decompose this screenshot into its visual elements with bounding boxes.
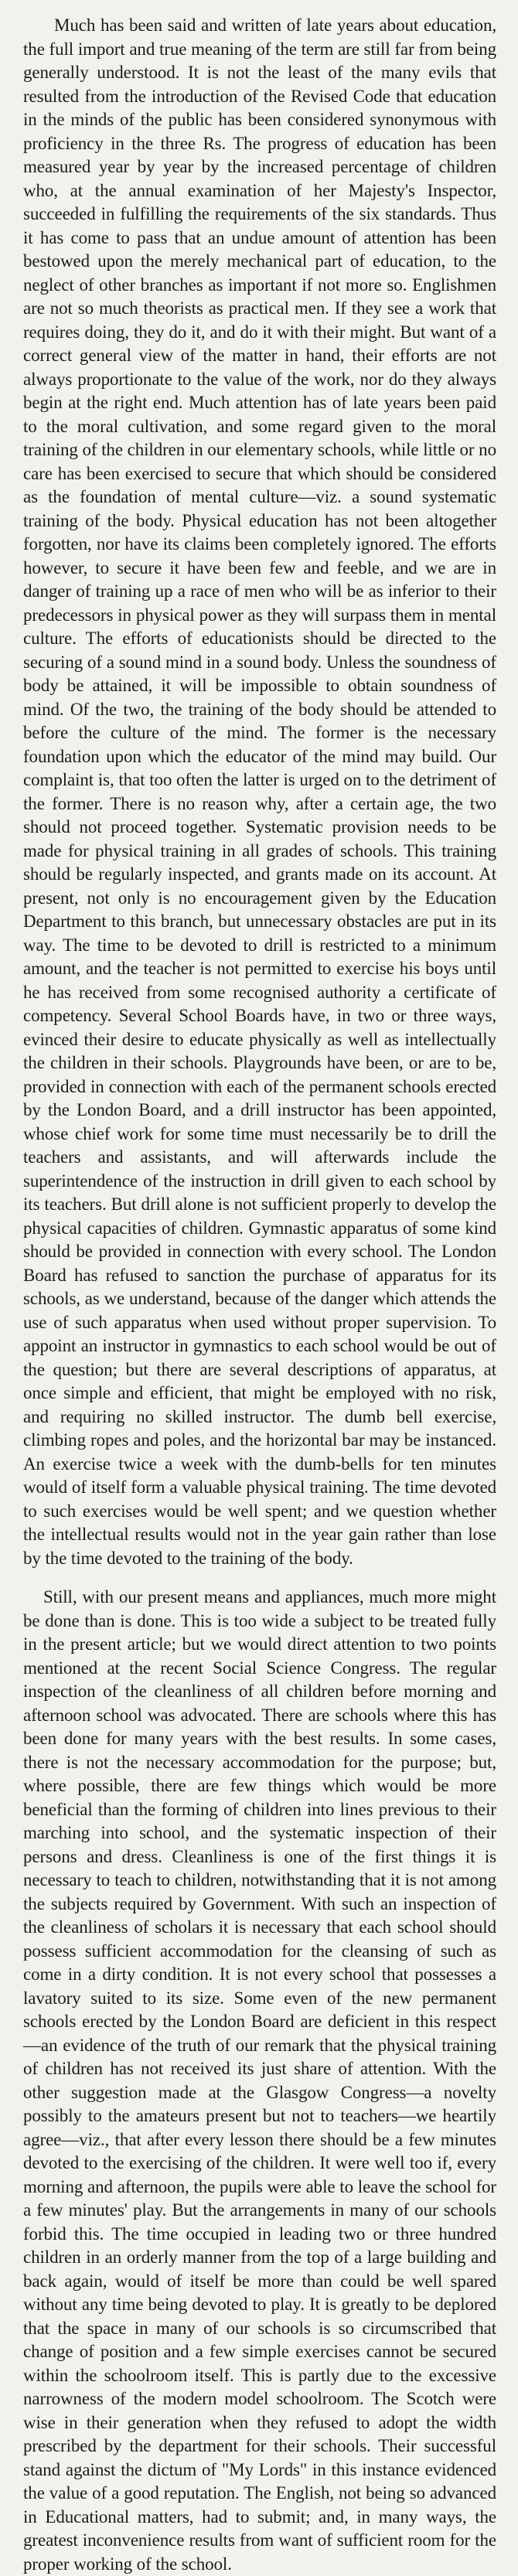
article-paragraph-1: Much has been said and written of late years about education, the full import and true meaning of the term are still far from being generally understood. It is not the least of the many evils that resulted from the introduction of the Revised Code that education in the minds of the public has been considered synonymous with proficiency in the three Rs. The progress of education has been measured year by year by the increased percentage of children who, at the annual examination of her Majesty's Inspector, succeeded in fulfilling the requirements of the six standards. Thus it has come to pass that an undue amount of attention has been bestowed upon the merely mechanical part of education, to the neglect of other branches as important if not more so. Englishmen are not so much theorists as practical men. If they see a work that requires doing, they do it, and do it with their might. But want of a correct general view of the matter in hand, their efforts are not always proportionate to the value of the work, nor do they always begin at the right end. Much attention has of late years been paid to the moral cultivation, and some regard given to the moral training of the children in our elementary schools, while little or no care has been exercised to secure that which should be considered as the foundation of mental culture—viz. a sound systematic training of the body. Physical education has not been altogether forgotten, nor have its claims been completely ignored. The efforts however, to secure it have been few and feeble, and we are in danger of training up a race of men who will be as inferior to their predecessors in physical power as they will surpass them in mental culture. The efforts of educationists should be directed to the securing of a sound mind in a sound body. Unless the soundness of body be attained, it will be impossible to obtain soundness of mind. Of the two, the training of the body should be attended to before the culture of the mind. The former is the necessary foundation upon which the educator of the mind may build. Our complaint is, that too often the latter is urged on to the detriment of the former. There is no reason why, after a certain age, the two should not proceed together. Systematic provision needs to be made for physical training in all grades of schools. This training should be regularly inspected, and grants made on its account. At present, not only is no encouragement given by the Education Department to this branch, but unnecessary obstacles are put in its way. The time to be devoted to drill is restricted to a minimum amount, and the teacher is not permitted to exercise his boys until he has received from some recognised authority a certificate of competency. Several School Boards have, in two or three ways, evinced their desire to educate physically as well as intellectually the children in their schools. Playgrounds have been, or are to be, provided in connection with each of the permanent schools erected by the London Board, and a drill instructor has been appointed, whose chief work for some time must necessarily be to drill the teachers and assistants, and will afterwards include the superintendence of the instruction in drill given to each school by its teachers. But drill alone is not sufficient properly to develop the physical capacities of children. Gymnastic apparatus of some kind should be provided in connection with every school. The London Board has refused to sanction the purchase of apparatus for its schools, as we understand, because of the danger which attends the use of such apparatus when used without proper supervision. To appoint an instructor in gymnastics to each school would be out of the question; but there are several descriptions of apparatus, at once simple and efficient, that might be employed with no risk, and requiring no skilled instructor. The dumb bell exercise, climbing ropes and poles, and the horizontal bar may be instanced. An exercise twice a week with the dumb-bells for ten minutes would of itself form a valuable physical training. The time devoted to such exercises would be well spent; and we question whether the intellectual results would not in the year gain rather than lose by the time devoted to the training of the body. — [23, 15, 496, 1568]
article-column — [23, 14, 496, 2576]
article-paragraph-2: Still, with our present means and appliances, much more might be done than is done. This is too wide a subject to be treated fully in the present article; but we would direct attention to two points mentioned at the recent Social Science Congress. The regular inspection of the cleanliness of all children before morning and afternoon school was advocated. There are schools where this has been done for many years with the best results. In some cases, there is not the necessary accommodation for the purpose; but, where possible, there are few things which would be more beneficial than the forming of children into lines previous to their marching into school, and the systematic inspection of their persons and dress. Cleanliness is one of the first things it is necessary to teach to children, notwithstanding that it is not among the subjects required by Government. With such an inspection of the cleanliness of scholars it is necessary that each school should possess sufficient accommodation for the cleansing of such as come in a dirty condition. It is not every school that possesses a lavatory suited to its size. Some even of the new permanent schools erected by the London Board are deficient in this respect—an evidence of the truth of our remark that the physical training of children has not received its just share of attention. With the other suggestion made at the Glasgow Congress—a novelty possibly to the amateurs present but not to teachers—we heartily agree—viz., that after every lesson there should be a few minutes devoted to the exercising of the children. It were well too if, every morning and afternoon, the pupils were able to leave the school for a few minutes' play. But the arrangements in many of our schools forbid this. The time occupied in leading two or three hundred children in an orderly manner from the top of a large building and back again, would of itself be more than could be well spared without any time being devoted to play. It is greatly to be deplored that the space in many of our schools is so circumscribed that change of position and a few simple exercises cannot be secured within the schoolroom itself. This is partly due to the excessive narrowness of the modern model schoolroom. The Scotch were wise in their generation when they refused to adopt the width prescribed by the department for their schools. Their successful stand against the dictum of "My Lords" in this instance evidenced the value of a good reputation. The English, not being so advanced in Educational matters, had to submit; and, in many ways, the greatest inconvenience results from want of sufficient room for the proper working of the school. — [23, 1587, 496, 2574]
